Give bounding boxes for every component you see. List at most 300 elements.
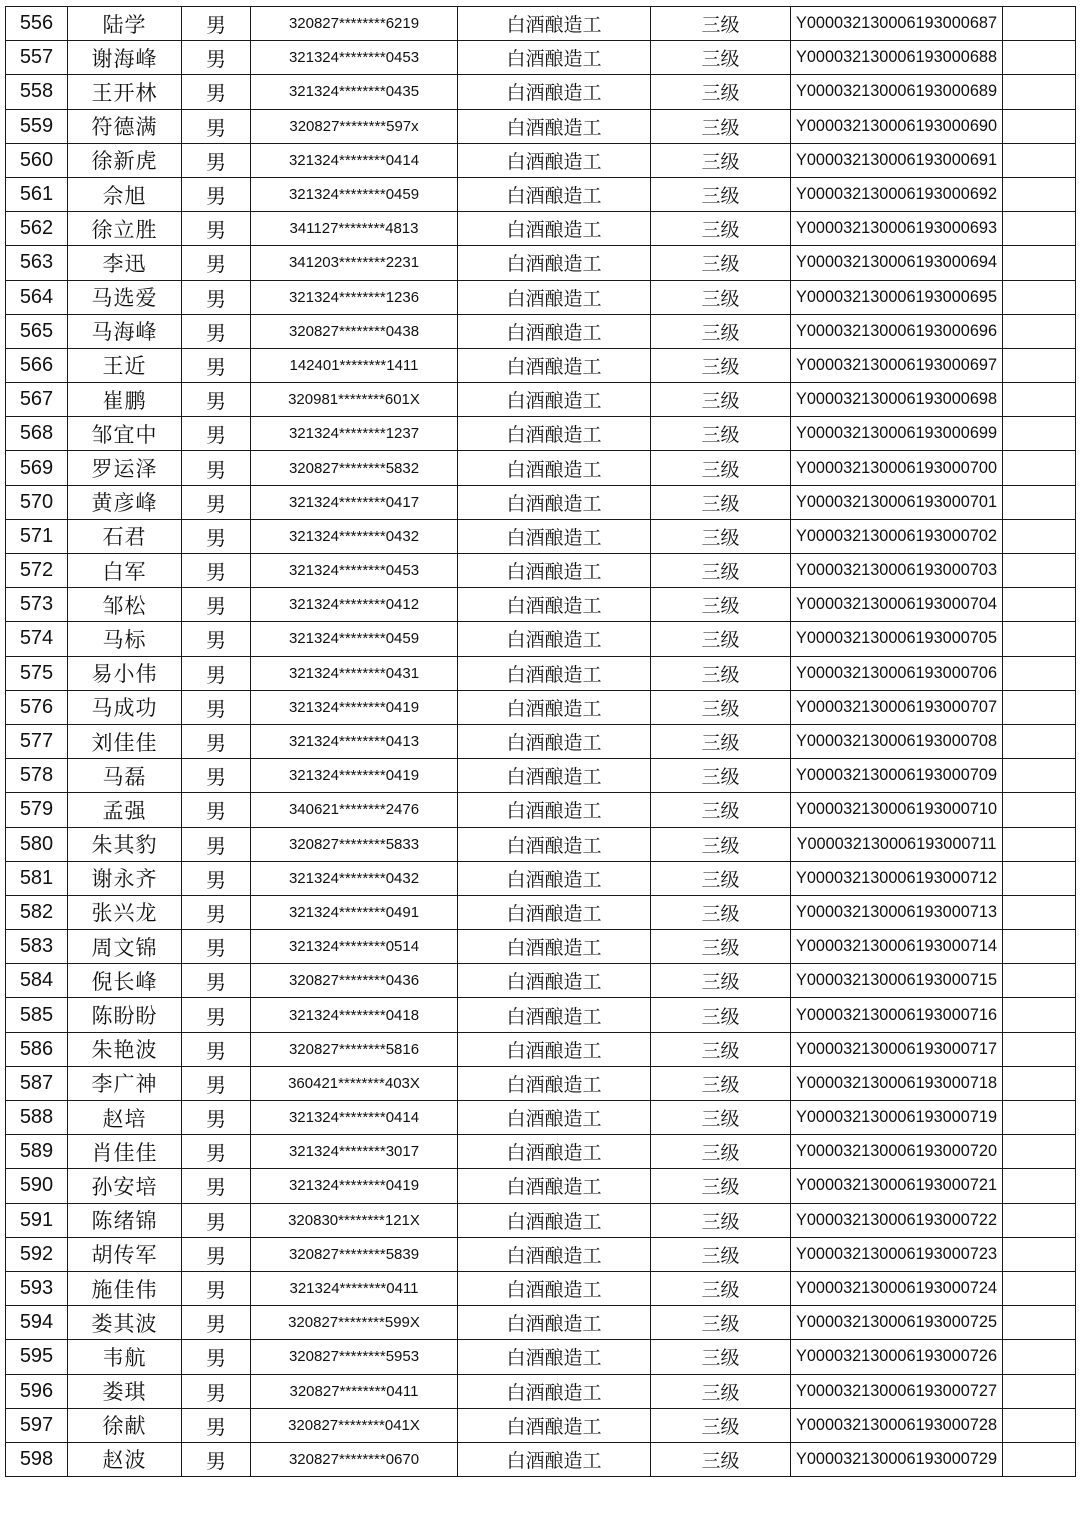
roster-table [5,6,1076,1477]
certificate-number-cell: Y000032130006193000728 [791,1408,1003,1442]
name-cell: 马标 [68,622,182,656]
name-cell: 李迅 [68,246,182,280]
certificate-number-cell: Y000032130006193000704 [791,588,1003,622]
gender-cell: 男 [182,1340,251,1374]
certificate-number-cell: Y000032130006193000707 [791,690,1003,724]
serial-number-cell: 569 [6,451,68,485]
serial-number-cell: 597 [6,1408,68,1442]
table-row [6,1340,1076,1374]
serial-number-cell: 559 [6,109,68,143]
name-cell: 陈盼盼 [68,998,182,1032]
level-cell: 三级 [651,280,791,314]
serial-number-cell: 566 [6,348,68,382]
occupation-cell: 白酒酿造工 [458,1135,651,1169]
serial-number-cell: 590 [6,1169,68,1203]
id-number-cell: 320827********5833 [251,827,458,861]
remarks-cell [1003,1237,1076,1271]
table-row [6,451,1076,485]
certificate-number-cell: Y000032130006193000688 [791,41,1003,75]
serial-number-cell: 564 [6,280,68,314]
gender-cell: 男 [182,827,251,861]
gender-cell: 男 [182,177,251,211]
certificate-number-cell: Y000032130006193000714 [791,930,1003,964]
id-number-cell: 321324********0414 [251,143,458,177]
serial-number-cell: 563 [6,246,68,280]
occupation-cell: 白酒酿造工 [458,1306,651,1340]
gender-cell: 男 [182,588,251,622]
gender-cell: 男 [182,1032,251,1066]
id-number-cell: 320981********601X [251,383,458,417]
serial-number-cell: 565 [6,314,68,348]
gender-cell: 男 [182,143,251,177]
certificate-number-cell: Y000032130006193000724 [791,1271,1003,1305]
serial-number-cell: 575 [6,656,68,690]
name-cell: 胡传军 [68,1237,182,1271]
remarks-cell [1003,109,1076,143]
table-row [6,1408,1076,1442]
certificate-number-cell: Y000032130006193000697 [791,348,1003,382]
occupation-cell: 白酒酿造工 [458,1101,651,1135]
certificate-number-cell: Y000032130006193000689 [791,75,1003,109]
serial-number-cell: 582 [6,895,68,929]
remarks-cell [1003,1408,1076,1442]
table-row [6,656,1076,690]
remarks-cell [1003,1271,1076,1305]
name-cell: 孟强 [68,793,182,827]
remarks-cell [1003,1340,1076,1374]
gender-cell: 男 [182,895,251,929]
table-row [6,1237,1076,1271]
gender-cell: 男 [182,280,251,314]
name-cell: 赵波 [68,1442,182,1476]
occupation-cell: 白酒酿造工 [458,1340,651,1374]
id-number-cell: 321324********0417 [251,485,458,519]
certificate-number-cell: Y000032130006193000726 [791,1340,1003,1374]
occupation-cell: 白酒酿造工 [458,1032,651,1066]
name-cell: 周文锦 [68,930,182,964]
occupation-cell: 白酒酿造工 [458,280,651,314]
id-number-cell: 321324********0432 [251,519,458,553]
serial-number-cell: 576 [6,690,68,724]
serial-number-cell: 571 [6,519,68,553]
serial-number-cell: 562 [6,212,68,246]
remarks-cell [1003,1306,1076,1340]
remarks-cell [1003,998,1076,1032]
id-number-cell: 142401********1411 [251,348,458,382]
remarks-cell [1003,964,1076,998]
gender-cell: 男 [182,348,251,382]
level-cell: 三级 [651,383,791,417]
serial-number-cell: 593 [6,1271,68,1305]
level-cell: 三级 [651,1032,791,1066]
gender-cell: 男 [182,75,251,109]
table-row [6,212,1076,246]
table-row [6,7,1076,41]
certificate-number-cell: Y000032130006193000715 [791,964,1003,998]
gender-cell: 男 [182,1237,251,1271]
id-number-cell: 321324********0419 [251,690,458,724]
level-cell: 三级 [651,348,791,382]
id-number-cell: 321324********0431 [251,656,458,690]
certificate-number-cell: Y000032130006193000711 [791,827,1003,861]
name-cell: 谢海峰 [68,41,182,75]
level-cell: 三级 [651,519,791,553]
level-cell: 三级 [651,143,791,177]
occupation-cell: 白酒酿造工 [458,690,651,724]
remarks-cell [1003,383,1076,417]
level-cell: 三级 [651,7,791,41]
gender-cell: 男 [182,1306,251,1340]
occupation-cell: 白酒酿造工 [458,554,651,588]
id-number-cell: 321324********0419 [251,1169,458,1203]
id-number-cell: 320827********5953 [251,1340,458,1374]
remarks-cell [1003,280,1076,314]
level-cell: 三级 [651,895,791,929]
name-cell: 肖佳佳 [68,1135,182,1169]
gender-cell: 男 [182,109,251,143]
serial-number-cell: 596 [6,1374,68,1408]
occupation-cell: 白酒酿造工 [458,1066,651,1100]
serial-number-cell: 558 [6,75,68,109]
id-number-cell: 320827********5839 [251,1237,458,1271]
remarks-cell [1003,75,1076,109]
remarks-cell [1003,930,1076,964]
gender-cell: 男 [182,1066,251,1100]
serial-number-cell: 588 [6,1101,68,1135]
gender-cell: 男 [182,1169,251,1203]
remarks-cell [1003,1169,1076,1203]
table-row [6,895,1076,929]
gender-cell: 男 [182,212,251,246]
serial-number-cell: 574 [6,622,68,656]
certificate-number-cell: Y000032130006193000718 [791,1066,1003,1100]
remarks-cell [1003,793,1076,827]
id-number-cell: 320827********0670 [251,1442,458,1476]
table-row [6,930,1076,964]
table-row [6,1374,1076,1408]
certificate-number-cell: Y000032130006193000703 [791,554,1003,588]
name-cell: 李广神 [68,1066,182,1100]
occupation-cell: 白酒酿造工 [458,759,651,793]
serial-number-cell: 592 [6,1237,68,1271]
serial-number-cell: 587 [6,1066,68,1100]
name-cell: 邹松 [68,588,182,622]
certificate-number-cell: Y000032130006193000723 [791,1237,1003,1271]
serial-number-cell: 573 [6,588,68,622]
level-cell: 三级 [651,1203,791,1237]
occupation-cell: 白酒酿造工 [458,1408,651,1442]
level-cell: 三级 [651,827,791,861]
serial-number-cell: 556 [6,7,68,41]
level-cell: 三级 [651,861,791,895]
table-row [6,109,1076,143]
remarks-cell [1003,1442,1076,1476]
occupation-cell: 白酒酿造工 [458,485,651,519]
remarks-cell [1003,554,1076,588]
name-cell: 石君 [68,519,182,553]
level-cell: 三级 [651,1442,791,1476]
certificate-number-cell: Y000032130006193000716 [791,998,1003,1032]
name-cell: 邹宜中 [68,417,182,451]
table-row [6,827,1076,861]
name-cell: 马磊 [68,759,182,793]
gender-cell: 男 [182,451,251,485]
remarks-cell [1003,724,1076,758]
level-cell: 三级 [651,998,791,1032]
occupation-cell: 白酒酿造工 [458,895,651,929]
certificate-number-cell: Y000032130006193000705 [791,622,1003,656]
table-row [6,314,1076,348]
level-cell: 三级 [651,793,791,827]
gender-cell: 男 [182,7,251,41]
serial-number-cell: 577 [6,724,68,758]
id-number-cell: 321324********1237 [251,417,458,451]
table-row [6,177,1076,211]
table-row [6,622,1076,656]
occupation-cell: 白酒酿造工 [458,622,651,656]
table-row [6,1306,1076,1340]
certificate-number-cell: Y000032130006193000717 [791,1032,1003,1066]
id-number-cell: 321324********0411 [251,1271,458,1305]
id-number-cell: 320827********0411 [251,1374,458,1408]
remarks-cell [1003,656,1076,690]
remarks-cell [1003,1135,1076,1169]
id-number-cell: 320827********041X [251,1408,458,1442]
table-row [6,519,1076,553]
id-number-cell: 320827********5832 [251,451,458,485]
serial-number-cell: 591 [6,1203,68,1237]
table-row [6,861,1076,895]
gender-cell: 男 [182,622,251,656]
level-cell: 三级 [651,759,791,793]
serial-number-cell: 572 [6,554,68,588]
certificate-number-cell: Y000032130006193000709 [791,759,1003,793]
serial-number-cell: 560 [6,143,68,177]
serial-number-cell: 568 [6,417,68,451]
id-number-cell: 340621********2476 [251,793,458,827]
table-row [6,1169,1076,1203]
certificate-number-cell: Y000032130006193000701 [791,485,1003,519]
level-cell: 三级 [651,246,791,280]
id-number-cell: 320827********0438 [251,314,458,348]
certificate-number-cell: Y000032130006193000696 [791,314,1003,348]
certificate-number-cell: Y000032130006193000725 [791,1306,1003,1340]
name-cell: 陈绪锦 [68,1203,182,1237]
occupation-cell: 白酒酿造工 [458,246,651,280]
gender-cell: 男 [182,964,251,998]
serial-number-cell: 583 [6,930,68,964]
certificate-number-cell: Y000032130006193000692 [791,177,1003,211]
remarks-cell [1003,1203,1076,1237]
occupation-cell: 白酒酿造工 [458,1237,651,1271]
serial-number-cell: 557 [6,41,68,75]
serial-number-cell: 570 [6,485,68,519]
table-row [6,280,1076,314]
occupation-cell: 白酒酿造工 [458,656,651,690]
id-number-cell: 321324********0491 [251,895,458,929]
occupation-cell: 白酒酿造工 [458,41,651,75]
level-cell: 三级 [651,177,791,211]
id-number-cell: 321324********1236 [251,280,458,314]
level-cell: 三级 [651,485,791,519]
occupation-cell: 白酒酿造工 [458,930,651,964]
name-cell: 陆学 [68,7,182,41]
name-cell: 朱其豹 [68,827,182,861]
gender-cell: 男 [182,998,251,1032]
name-cell: 崔鹏 [68,383,182,417]
level-cell: 三级 [651,1374,791,1408]
name-cell: 徐新虎 [68,143,182,177]
serial-number-cell: 585 [6,998,68,1032]
name-cell: 佘旭 [68,177,182,211]
remarks-cell [1003,348,1076,382]
table-row [6,964,1076,998]
id-number-cell: 321324********0514 [251,930,458,964]
level-cell: 三级 [651,1135,791,1169]
certificate-number-cell: Y000032130006193000720 [791,1135,1003,1169]
name-cell: 韦航 [68,1340,182,1374]
level-cell: 三级 [651,75,791,109]
level-cell: 三级 [651,656,791,690]
remarks-cell [1003,451,1076,485]
certificate-number-cell: Y000032130006193000691 [791,143,1003,177]
occupation-cell: 白酒酿造工 [458,793,651,827]
gender-cell: 男 [182,41,251,75]
table-row [6,588,1076,622]
serial-number-cell: 580 [6,827,68,861]
remarks-cell [1003,212,1076,246]
level-cell: 三级 [651,690,791,724]
remarks-cell [1003,759,1076,793]
occupation-cell: 白酒酿造工 [458,724,651,758]
name-cell: 娄琪 [68,1374,182,1408]
name-cell: 徐献 [68,1408,182,1442]
gender-cell: 男 [182,1374,251,1408]
certificate-number-cell: Y000032130006193000708 [791,724,1003,758]
remarks-cell [1003,177,1076,211]
level-cell: 三级 [651,1306,791,1340]
level-cell: 三级 [651,314,791,348]
name-cell: 易小伟 [68,656,182,690]
table-row [6,759,1076,793]
table-row [6,998,1076,1032]
occupation-cell: 白酒酿造工 [458,827,651,861]
level-cell: 三级 [651,724,791,758]
table-row [6,724,1076,758]
level-cell: 三级 [651,1169,791,1203]
gender-cell: 男 [182,246,251,280]
gender-cell: 男 [182,930,251,964]
name-cell: 张兴龙 [68,895,182,929]
name-cell: 谢永齐 [68,861,182,895]
certificate-number-cell: Y000032130006193000700 [791,451,1003,485]
serial-number-cell: 584 [6,964,68,998]
remarks-cell [1003,1066,1076,1100]
id-number-cell: 321324********0418 [251,998,458,1032]
serial-number-cell: 586 [6,1032,68,1066]
id-number-cell: 321324********0453 [251,554,458,588]
gender-cell: 男 [182,656,251,690]
gender-cell: 男 [182,793,251,827]
remarks-cell [1003,690,1076,724]
id-number-cell: 321324********0412 [251,588,458,622]
certificate-number-cell: Y000032130006193000712 [791,861,1003,895]
name-cell: 施佳伟 [68,1271,182,1305]
gender-cell: 男 [182,554,251,588]
level-cell: 三级 [651,109,791,143]
occupation-cell: 白酒酿造工 [458,451,651,485]
name-cell: 白军 [68,554,182,588]
occupation-cell: 白酒酿造工 [458,348,651,382]
table-row [6,690,1076,724]
name-cell: 马成功 [68,690,182,724]
remarks-cell [1003,1101,1076,1135]
occupation-cell: 白酒酿造工 [458,143,651,177]
remarks-cell [1003,485,1076,519]
remarks-cell [1003,588,1076,622]
gender-cell: 男 [182,1135,251,1169]
id-number-cell: 320827********6219 [251,7,458,41]
id-number-cell: 320827********5816 [251,1032,458,1066]
name-cell: 罗运泽 [68,451,182,485]
table-row [6,75,1076,109]
level-cell: 三级 [651,622,791,656]
gender-cell: 男 [182,417,251,451]
level-cell: 三级 [651,451,791,485]
gender-cell: 男 [182,519,251,553]
certificate-number-cell: Y000032130006193000695 [791,280,1003,314]
occupation-cell: 白酒酿造工 [458,109,651,143]
certificate-number-cell: Y000032130006193000690 [791,109,1003,143]
certificate-number-cell: Y000032130006193000727 [791,1374,1003,1408]
id-number-cell: 321324********0419 [251,759,458,793]
id-number-cell: 321324********0459 [251,177,458,211]
id-number-cell: 321324********0435 [251,75,458,109]
occupation-cell: 白酒酿造工 [458,998,651,1032]
certificate-number-cell: Y000032130006193000694 [791,246,1003,280]
gender-cell: 男 [182,690,251,724]
certificate-number-cell: Y000032130006193000693 [791,212,1003,246]
certificate-number-cell: Y000032130006193000702 [791,519,1003,553]
occupation-cell: 白酒酿造工 [458,177,651,211]
occupation-cell: 白酒酿造工 [458,383,651,417]
certificate-number-cell: Y000032130006193000713 [791,895,1003,929]
remarks-cell [1003,1374,1076,1408]
name-cell: 马海峰 [68,314,182,348]
level-cell: 三级 [651,212,791,246]
table-row [6,383,1076,417]
certificate-number-cell: Y000032130006193000698 [791,383,1003,417]
certificate-number-cell: Y000032130006193000710 [791,793,1003,827]
level-cell: 三级 [651,1271,791,1305]
name-cell: 徐立胜 [68,212,182,246]
id-number-cell: 360421********403X [251,1066,458,1100]
remarks-cell [1003,314,1076,348]
gender-cell: 男 [182,1442,251,1476]
occupation-cell: 白酒酿造工 [458,964,651,998]
name-cell: 赵培 [68,1101,182,1135]
remarks-cell [1003,895,1076,929]
remarks-cell [1003,7,1076,41]
level-cell: 三级 [651,964,791,998]
name-cell: 黄彦峰 [68,485,182,519]
occupation-cell: 白酒酿造工 [458,1442,651,1476]
table-row [6,1442,1076,1476]
level-cell: 三级 [651,588,791,622]
gender-cell: 男 [182,1101,251,1135]
certificate-number-cell: Y000032130006193000706 [791,656,1003,690]
level-cell: 三级 [651,554,791,588]
